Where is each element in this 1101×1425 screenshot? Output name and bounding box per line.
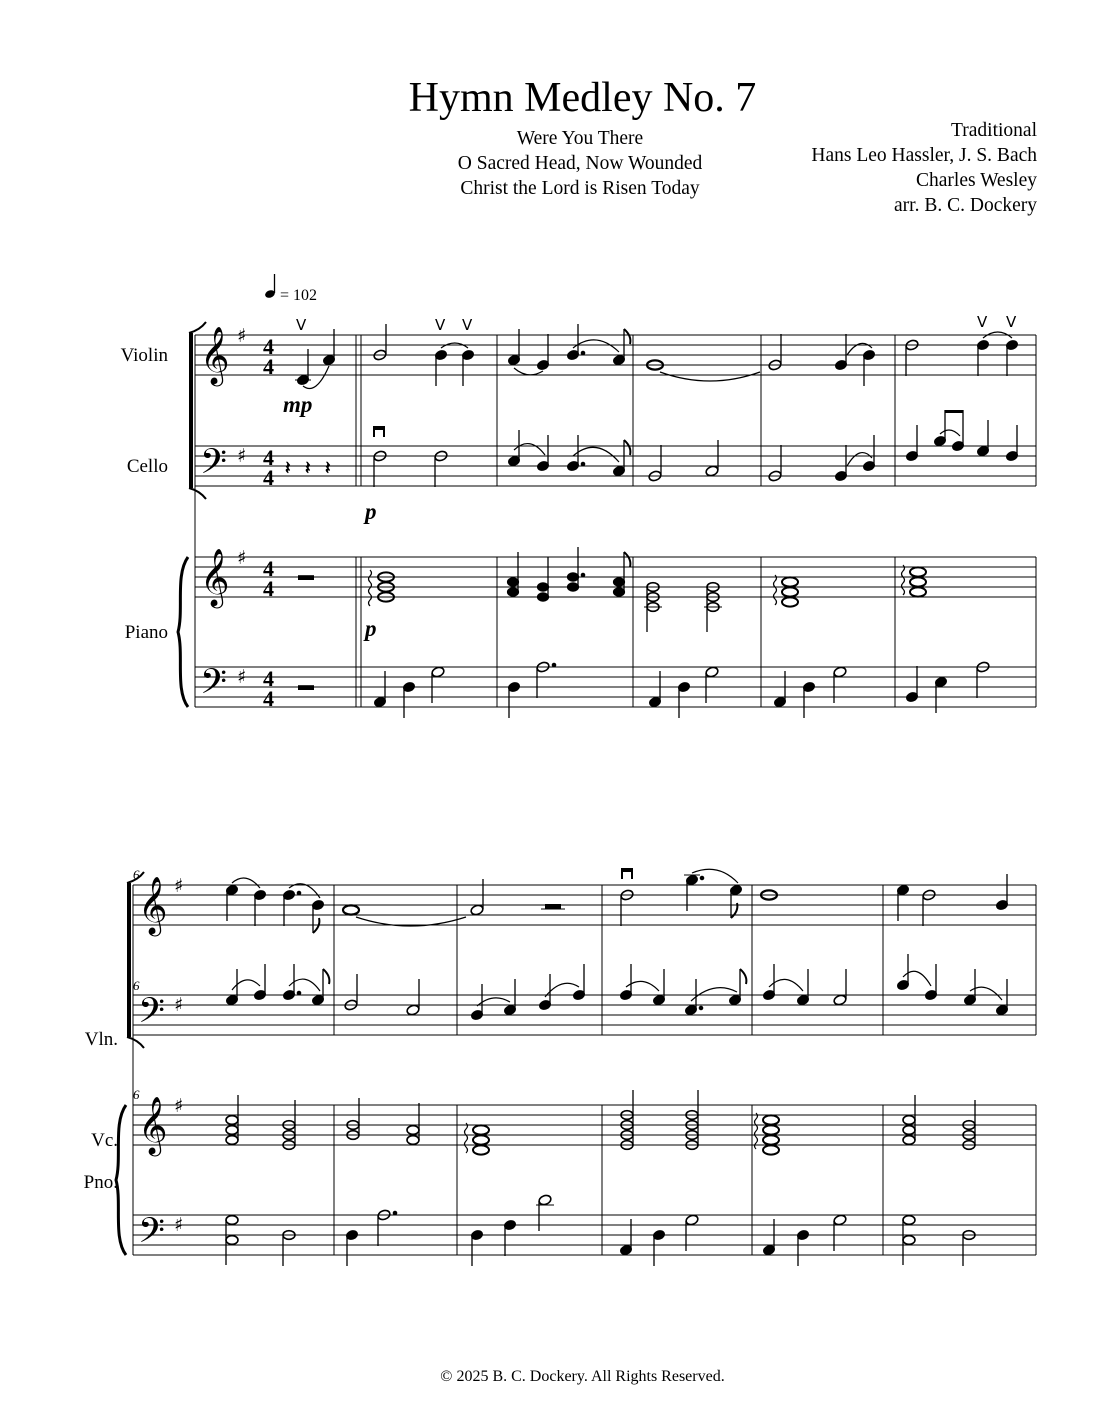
score-title: Hymn Medley No. 7 xyxy=(408,75,757,121)
time-signature: 4 xyxy=(263,334,274,359)
treble-clef-icon: 𝄞 xyxy=(200,326,230,384)
sharp-icon: ♯ xyxy=(174,1214,184,1236)
barlines-1 xyxy=(356,335,1036,707)
sharp-icon: ♯ xyxy=(174,1095,184,1117)
svg-text:▬: ▬ xyxy=(298,677,314,694)
measure-number: 6 xyxy=(133,1087,140,1102)
treble-clef-icon: 𝄞 xyxy=(138,1096,168,1154)
quarter-rest-icon: 𝄽 xyxy=(325,458,331,479)
up-bow-icon: V xyxy=(435,316,446,334)
piano-treble-notes-1 xyxy=(298,547,926,632)
dynamic-violin: mp xyxy=(283,392,313,417)
barlines-2 xyxy=(334,885,1036,1255)
tempo-value: = 102 xyxy=(280,287,318,304)
composer-3: Charles Wesley xyxy=(916,170,1037,191)
bass-clef-icon: 𝄢 xyxy=(200,441,228,490)
measure-number: 6 xyxy=(133,978,140,993)
instrument-name-piano-short: Pno. xyxy=(83,1172,118,1193)
sharp-icon: ♯ xyxy=(237,547,247,569)
violin-notes-1 xyxy=(295,313,1019,389)
bass-clef-icon: 𝄢 xyxy=(138,1210,166,1259)
cello-notes-2 xyxy=(225,954,1008,1021)
sharp-icon: ♯ xyxy=(237,445,247,467)
system-1 xyxy=(121,274,1036,718)
dynamic-piano: p xyxy=(365,616,377,641)
bass-clef-icon: 𝄢 xyxy=(200,661,228,710)
composer-1: Traditional xyxy=(951,120,1037,141)
sharp-icon: ♯ xyxy=(237,325,247,347)
piano-bass-notes-1 xyxy=(298,661,990,718)
copyright-notice: © 2025 B. C. Dockery. All Rights Reserved. xyxy=(440,1368,725,1385)
hymn-title-2: O Sacred Head, Now Wounded xyxy=(457,153,703,174)
instrument-name-cello-short: Vc. xyxy=(91,1130,118,1151)
up-bow-icon: V xyxy=(977,313,988,331)
sharp-icon: ♯ xyxy=(174,994,184,1016)
time-signature: 4 xyxy=(263,445,274,470)
treble-clef-icon: 𝄞 xyxy=(200,548,230,606)
piano-bass-staff-2 xyxy=(133,1215,1036,1255)
piano-brace-1 xyxy=(178,557,188,707)
up-bow-icon: V xyxy=(1006,313,1017,331)
treble-clef-icon: 𝄞 xyxy=(138,876,168,934)
arranger: arr. B. C. Dockery xyxy=(894,195,1037,216)
up-bow-icon: V xyxy=(296,316,307,334)
composer-2: Hans Leo Hassler, J. S. Bach xyxy=(811,145,1037,166)
cello-notes-1 xyxy=(285,410,1019,487)
violin-notes-2 xyxy=(225,868,1008,933)
quarter-rest-icon: 𝄽 xyxy=(305,458,311,479)
sharp-icon: ♯ xyxy=(237,666,247,688)
instrument-name-cello: Cello xyxy=(126,456,168,477)
svg-text:▬: ▬ xyxy=(298,567,314,584)
instrument-name-violin-short: Vln. xyxy=(84,1029,118,1050)
tempo-marking xyxy=(264,274,317,304)
hymn-title-1: Were You There xyxy=(516,128,644,149)
system-2 xyxy=(84,867,1036,1266)
svg-text:4: 4 xyxy=(263,576,274,601)
instrument-name-piano: Piano xyxy=(124,622,168,643)
quarter-rest-icon: 𝄽 xyxy=(285,458,291,479)
svg-text:4: 4 xyxy=(263,354,274,379)
time-signature: 4 xyxy=(263,666,274,691)
hymn-title-3: Christ the Lord is Risen Today xyxy=(460,178,700,199)
piano-treble-staff-2 xyxy=(133,1105,1036,1145)
half-rest-icon xyxy=(545,904,561,909)
sharp-icon: ♯ xyxy=(174,875,184,897)
piano-brace-2 xyxy=(116,1105,126,1255)
instrument-name-violin: Violin xyxy=(120,345,168,366)
time-signature: 4 xyxy=(263,556,274,581)
measure-number: 6 xyxy=(133,867,140,882)
up-bow-icon: V xyxy=(462,316,473,334)
svg-text:4: 4 xyxy=(263,686,274,711)
dynamic-cello: p xyxy=(365,499,377,524)
cello-staff-2 xyxy=(133,995,1036,1035)
bass-clef-icon: 𝄢 xyxy=(138,990,166,1039)
svg-text:4: 4 xyxy=(263,465,274,490)
